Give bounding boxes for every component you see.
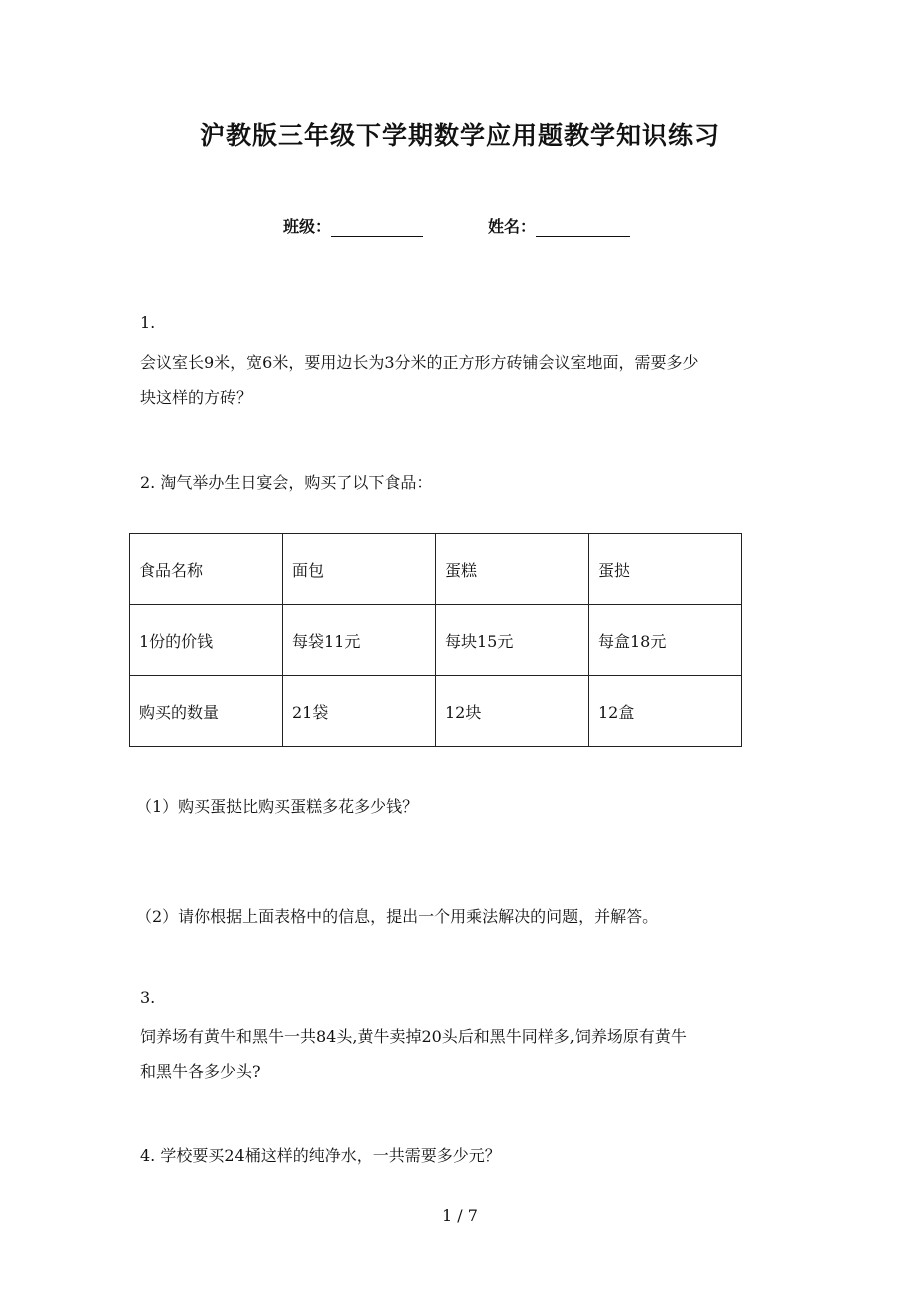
table-row [130, 676, 742, 747]
q2-text: 2. 淘气举办生日宴会，购买了以下食品： [140, 473, 433, 492]
class-field [283, 214, 423, 237]
name-field [488, 214, 630, 237]
page-title: 沪教版三年级下学期数学应用题教学知识练习 [199, 121, 720, 150]
table-cell: 每袋11元 [283, 605, 436, 676]
table-cell: 蛋糕 [436, 534, 589, 605]
table-cell: 21袋 [283, 676, 436, 747]
q3-line2: 和黑牛各多少头? [140, 1062, 261, 1081]
table-cell: 12块 [436, 676, 589, 747]
class-blank[interactable] [331, 218, 423, 237]
table-cell: 购买的数量 [130, 676, 283, 747]
q3-line1: 饲养场有黄牛和黑牛一共84头,黄牛卖掉20头后和黑牛同样多,饲养场原有黄牛 [140, 1027, 687, 1046]
name-label: 姓名： [488, 217, 537, 236]
table-cell: 蛋挞 [589, 534, 742, 605]
q2-sub2: （2）请你根据上面表格中的信息，提出一个用乘法解决的问题，并解答。 [136, 907, 659, 926]
q1-number: 1. [140, 313, 156, 332]
table-cell: 食品名称 [130, 534, 283, 605]
table-row [130, 605, 742, 676]
q3-number: 3. [140, 988, 156, 1007]
table-row [130, 534, 742, 605]
table-cell: 每块15元 [436, 605, 589, 676]
table-cell: 1份的价钱 [130, 605, 283, 676]
page-number: 1 / 7 [442, 1206, 478, 1225]
food-table [129, 533, 742, 747]
name-blank[interactable] [536, 218, 630, 237]
q2-sub1: （1）购买蛋挞比购买蛋糕多花多少钱？ [136, 797, 419, 816]
table-cell: 每盒18元 [589, 605, 742, 676]
q1-line2: 块这样的方砖？ [140, 388, 253, 407]
q4-text: 4. 学校要买24桶这样的纯净水，一共需要多少元？ [140, 1146, 501, 1165]
table-cell: 面包 [283, 534, 436, 605]
q1-line1: 会议室长9米，宽6米，要用边长为3分米的正方形方砖铺会议室地面，需要多少 [140, 353, 699, 372]
table-cell: 12盒 [589, 676, 742, 747]
class-label: 班级： [283, 217, 332, 236]
